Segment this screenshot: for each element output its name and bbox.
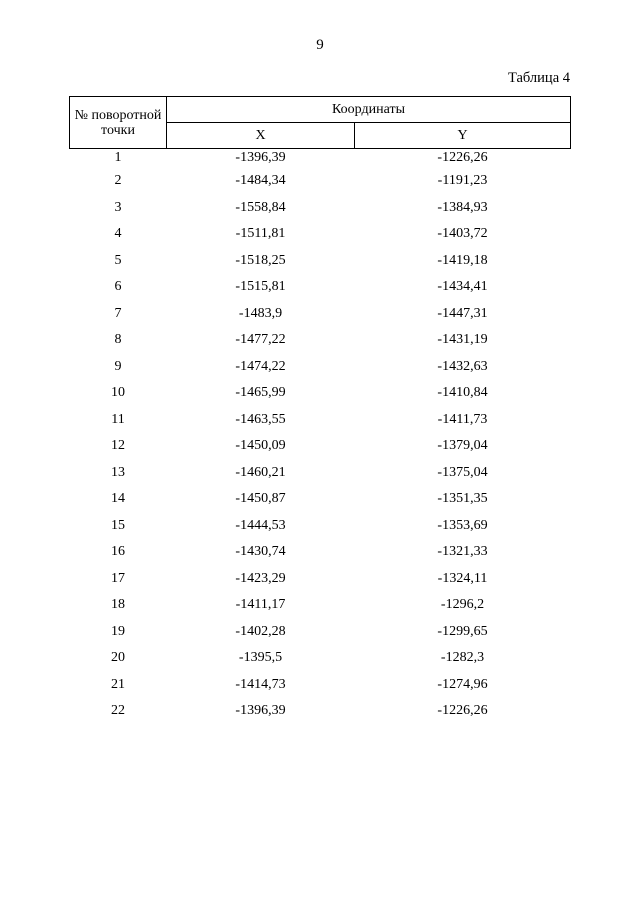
y-coordinate-cell: -1296,2 — [440, 597, 485, 613]
table-row — [70, 380, 571, 407]
y-column-header: Y — [355, 123, 571, 149]
x-coordinate-cell: -1511,81 — [235, 226, 286, 242]
table-row — [70, 619, 571, 646]
y-coordinate-cell: -1379,04 — [437, 438, 488, 454]
table-row — [70, 539, 571, 566]
x-column-header: X — [167, 123, 355, 149]
table-row — [70, 195, 571, 222]
table-row — [70, 645, 571, 672]
x-coordinate-cell: -1518,25 — [235, 252, 286, 268]
y-coordinate-cell: -1226,26 — [437, 703, 488, 719]
point-number-header: № поворотной точки — [70, 97, 167, 149]
coordinates-group-header: Координаты — [167, 97, 571, 123]
coordinates-table — [69, 96, 571, 725]
table-row — [70, 274, 571, 301]
table-body — [70, 149, 571, 725]
y-coordinate-cell: -1419,18 — [437, 252, 488, 268]
y-coordinate-cell: -1384,93 — [437, 199, 488, 215]
table-caption: Таблица 4 — [507, 70, 570, 86]
x-coordinate-cell: -1396,39 — [235, 703, 286, 719]
point-number-cell: 10 — [111, 385, 125, 401]
table-row — [70, 327, 571, 354]
y-coordinate-cell: -1411,73 — [437, 411, 488, 427]
y-coordinate-cell: -1274,96 — [437, 676, 488, 692]
y-coordinate-cell: -1191,23 — [437, 173, 488, 189]
y-coordinate-cell: -1431,19 — [437, 332, 488, 348]
point-number-cell: 3 — [114, 199, 122, 215]
table-row — [70, 566, 571, 593]
table-row — [70, 248, 571, 275]
x-coordinate-cell: -1430,74 — [235, 544, 286, 560]
point-number-cell: 1 — [114, 150, 122, 165]
y-coordinate-cell: -1353,69 — [437, 517, 488, 533]
point-number-cell: 6 — [114, 279, 122, 295]
y-coordinate-cell: -1447,31 — [437, 305, 488, 321]
point-number-cell: 2 — [114, 173, 122, 189]
y-coordinate-cell: -1321,33 — [437, 544, 488, 560]
y-coordinate-cell: -1403,72 — [437, 226, 488, 242]
y-coordinate-cell: -1410,84 — [437, 385, 488, 401]
y-coordinate-cell: -1299,65 — [437, 623, 488, 639]
point-number-cell: 7 — [114, 305, 122, 321]
point-number-cell: 21 — [111, 676, 125, 692]
point-number-cell: 11 — [111, 411, 125, 427]
point-number-cell: 22 — [111, 703, 125, 719]
table-row — [70, 592, 571, 619]
x-coordinate-cell: -1411,17 — [235, 597, 286, 613]
table-row — [70, 672, 571, 699]
table-row — [70, 149, 571, 169]
point-number-cell: 8 — [114, 332, 122, 348]
x-coordinate-cell: -1465,99 — [235, 385, 286, 401]
table-row — [70, 513, 571, 540]
point-number-cell: 18 — [111, 597, 125, 613]
table-row — [70, 407, 571, 434]
y-coordinate-cell: -1432,63 — [437, 358, 488, 374]
point-number-cell: 15 — [111, 517, 125, 533]
table-row — [70, 433, 571, 460]
table-row — [70, 221, 571, 248]
table-header-row — [70, 97, 571, 123]
x-coordinate-cell: -1423,29 — [235, 570, 286, 586]
y-coordinate-cell: -1434,41 — [437, 279, 488, 295]
x-coordinate-cell: -1474,22 — [235, 358, 286, 374]
x-coordinate-cell: -1450,09 — [235, 438, 286, 454]
x-coordinate-cell: -1396,39 — [235, 150, 286, 165]
point-number-cell: 9 — [114, 358, 122, 374]
table-row — [70, 486, 571, 513]
x-coordinate-cell: -1450,87 — [235, 491, 286, 507]
x-coordinate-cell: -1414,73 — [235, 676, 286, 692]
x-coordinate-cell: -1460,21 — [235, 464, 286, 480]
x-coordinate-cell: -1477,22 — [235, 332, 286, 348]
y-coordinate-cell: -1351,35 — [437, 491, 488, 507]
x-coordinate-cell: -1444,53 — [235, 517, 286, 533]
table-row — [70, 301, 571, 328]
point-number-cell: 13 — [111, 464, 125, 480]
point-number-cell: 20 — [111, 650, 125, 666]
table-row — [70, 460, 571, 487]
table-row — [70, 698, 571, 725]
x-coordinate-cell: -1484,34 — [235, 173, 286, 189]
point-number-cell: 5 — [114, 252, 122, 268]
x-coordinate-cell: -1402,28 — [235, 623, 286, 639]
point-number-cell: 14 — [111, 491, 125, 507]
x-coordinate-cell: -1463,55 — [235, 411, 286, 427]
point-number-cell: 17 — [111, 570, 125, 586]
table-row — [70, 168, 571, 195]
y-coordinate-cell: -1375,04 — [437, 464, 488, 480]
y-coordinate-cell: -1282,3 — [440, 650, 485, 666]
x-coordinate-cell: -1515,81 — [235, 279, 286, 295]
x-coordinate-cell: -1558,84 — [235, 199, 286, 215]
page-number: 9 — [316, 37, 324, 53]
y-coordinate-cell: -1226,26 — [437, 150, 488, 165]
y-coordinate-cell: -1324,11 — [437, 570, 488, 586]
x-coordinate-cell: -1395,5 — [238, 650, 283, 666]
point-number-cell: 12 — [111, 438, 125, 454]
x-coordinate-cell: -1483,9 — [238, 305, 283, 321]
point-number-cell: 4 — [114, 226, 122, 242]
table-row — [70, 354, 571, 381]
point-number-cell: 19 — [111, 623, 125, 639]
point-number-cell: 16 — [111, 544, 125, 560]
